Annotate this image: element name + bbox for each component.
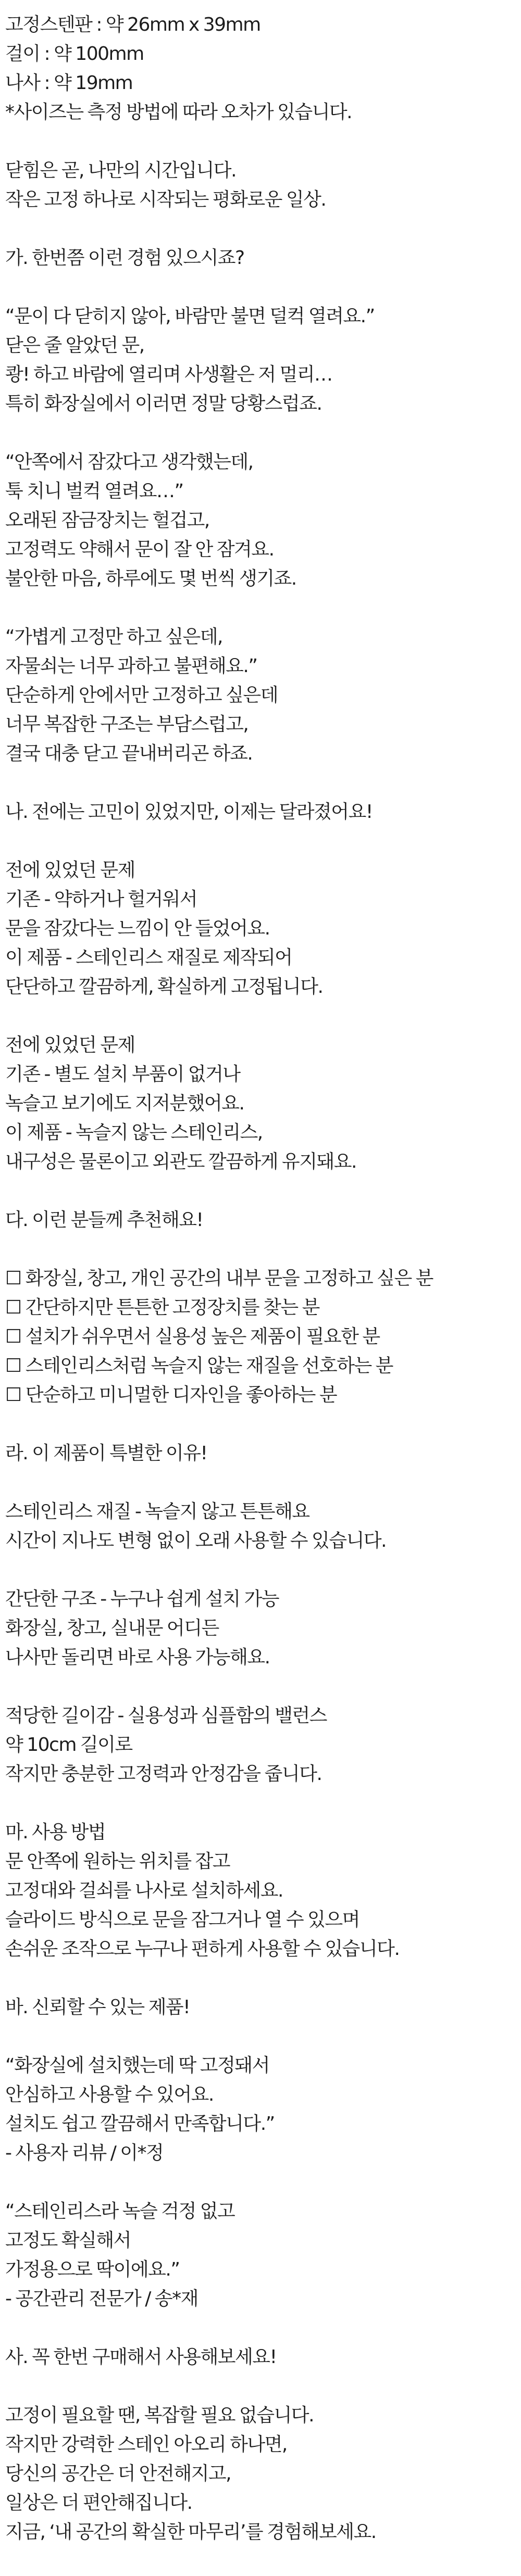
review-line: 설치도 쉽고 깔끔해서 만족합니다.” xyxy=(5,2113,275,2135)
review-author: - 사용자 리뷰 / 이*정 xyxy=(5,2142,164,2164)
recommendation-item: ☐ 화장실, 창고, 개인 공간의 내부 문을 고정하고 싶은 분 xyxy=(5,1268,433,1289)
comparison-line: 내구성은 물론이고 외관도 깔끔하게 유지돼요. xyxy=(5,1151,356,1172)
comparison-line: 기존 - 약하거나 헐거워서 xyxy=(5,889,197,910)
spec-hook-length: 걸이 : 약 100mm xyxy=(5,43,144,65)
intro-line: 닫힘은 곧, 나만의 시간입니다. xyxy=(5,160,237,181)
usage-line: 문 안쪽에 원하는 위치를 잡고 xyxy=(5,1851,230,1872)
quote-line: “가볍게 고정만 하고 싶은데, xyxy=(5,626,222,648)
feature-reason xyxy=(5,1497,516,1556)
recommendation-item: ☐ 간단하지만 튼튼한 고정장치를 찾는 분 xyxy=(5,1297,319,1318)
section-heading: 가. 한번쯤 이런 경험 있으시죠? xyxy=(5,247,244,269)
quote-line: 오래된 잠금장치는 헐겁고, xyxy=(5,510,209,531)
review-line: “화장실에 설치했는데 딱 고정돼서 xyxy=(5,2055,269,2076)
reason-line: 약 10cm 길이로 xyxy=(5,1734,132,1756)
intro-block xyxy=(5,156,516,214)
review-line: 가정용으로 딱이에요.” xyxy=(5,2259,180,2280)
quote-line: 결국 대충 닫고 끝내버리곤 하죠. xyxy=(5,743,253,764)
comparison-line: 이 제품 - 녹슬지 않는 스테인리스, xyxy=(5,1122,263,1143)
closing-line: 당신의 공간은 더 안전해지고, xyxy=(5,2463,231,2484)
recommendation-item: ☐ 설치가 쉬우면서 실용성 높은 제품이 필요한 분 xyxy=(5,1326,380,1347)
reason-line: 화장실, 창고, 실내문 어디든 xyxy=(5,1618,219,1639)
quote-line: 툭 치니 벌컥 열려요…” xyxy=(5,481,183,502)
reason-line: 나사만 돌리면 바로 사용 가능해요. xyxy=(5,1647,270,1668)
review-quote xyxy=(5,2051,516,2168)
reason-line: 시간이 지나도 변형 없이 오래 사용할 수 있습니다. xyxy=(5,1530,387,1551)
reason-line: 적당한 길이감 - 실용성과 심플함의 밸런스 xyxy=(5,1705,327,1726)
comparison-line: 기존 - 별도 설치 부품이 없거나 xyxy=(5,1064,240,1085)
recommendation-list xyxy=(5,1264,516,1410)
section-c-heading-block xyxy=(5,1206,516,1235)
quote-line: 고정력도 약해서 문이 잘 안 잠겨요. xyxy=(5,539,274,560)
reason-line: 간단한 구조 - 누구나 쉽게 설치 가능 xyxy=(5,1588,279,1610)
quote-line: 특히 화장실에서 이러면 정말 당황스럽죠. xyxy=(5,393,322,414)
closing-line: 고정이 필요할 땐, 복잡할 필요 없습니다. xyxy=(5,2405,314,2426)
section-f-heading-block xyxy=(5,1993,516,2022)
spec-screw-length: 나사 : 약 19mm xyxy=(5,72,133,94)
section-d-heading-block xyxy=(5,1439,516,1468)
quote-line: 쾅! 하고 바람에 열리며 사생활은 저 멀리… xyxy=(5,364,332,385)
closing-line: 지금, ‘내 공간의 확실한 마무리’를 경험해보세요. xyxy=(5,2521,376,2543)
section-heading: 나. 전에는 고민이 있었지만, 이제는 달라졌어요! xyxy=(5,801,373,823)
closing-line: 작지만 강력한 스테인 아오리 하나면, xyxy=(5,2434,287,2455)
review-author: - 공간관리 전문가 / 송*재 xyxy=(5,2288,198,2309)
recommendation-item: ☐ 단순하고 미니멀한 디자인을 좋아하는 분 xyxy=(5,1384,337,1406)
product-description xyxy=(5,10,516,2576)
reason-line: 작지만 충분한 고정력과 안정감을 줍니다. xyxy=(5,1763,322,1785)
quote-line: 단순하게 안에서만 고정하고 싶은데 xyxy=(5,685,278,706)
closing-message xyxy=(5,2401,516,2547)
quote-line: 너무 복잡한 구조는 부담스럽고, xyxy=(5,714,249,735)
section-g-heading-block xyxy=(5,2343,516,2372)
reason-line: 스테인리스 재질 - 녹슬지 않고 튼튼해요 xyxy=(5,1501,309,1522)
usage-line: 고정대와 걸쇠를 나사로 설치하세요. xyxy=(5,1880,283,1901)
section-heading: 바. 신뢰할 수 있는 제품! xyxy=(5,1997,190,2018)
review-line: 안심하고 사용할 수 있어요. xyxy=(5,2084,214,2105)
quote-line: “안쪽에서 잠갔다고 생각했는데, xyxy=(5,451,253,473)
problem-comparison xyxy=(5,856,516,1002)
section-heading: 사. 꼭 한번 구매해서 사용해보세요! xyxy=(5,2346,277,2368)
spec-block xyxy=(5,10,516,127)
experience-quote xyxy=(5,623,516,768)
review-line: “스테인리스라 녹슬 걱정 없고 xyxy=(5,2201,235,2222)
quote-line: 닫은 줄 알았던 문, xyxy=(5,335,144,356)
comparison-line: 전에 있었던 문제 xyxy=(5,860,135,881)
recommendation-item: ☐ 스테인리스처럼 녹슬지 않는 재질을 선호하는 분 xyxy=(5,1355,393,1377)
section-heading: 다. 이런 분들께 추천해요! xyxy=(5,1209,203,1231)
quote-line: “문이 다 닫히지 않아, 바람만 불면 덜컥 열려요.” xyxy=(5,306,375,327)
quote-line: 자물쇠는 너무 과하고 불편해요.” xyxy=(5,655,257,677)
section-heading: 마. 사용 방법 xyxy=(5,1822,106,1843)
feature-reason xyxy=(5,1585,516,1672)
spec-size-note: *사이즈는 측정 방법에 따라 오차가 있습니다. xyxy=(5,102,352,123)
comparison-line: 이 제품 - 스테인리스 재질로 제작되어 xyxy=(5,947,292,968)
review-line: 고정도 확실해서 xyxy=(5,2230,131,2251)
section-heading: 라. 이 제품이 특별한 이유! xyxy=(5,1443,207,1464)
comparison-line: 단단하고 깔끔하게, 확실하게 고정됩니다. xyxy=(5,976,323,997)
comparison-line: 문을 잠갔다는 느낌이 안 들었어요. xyxy=(5,918,270,939)
feature-reason xyxy=(5,1701,516,1789)
experience-quote xyxy=(5,448,516,594)
review-quote xyxy=(5,2197,516,2314)
usage-line: 슬라이드 방식으로 문을 잠그거나 열 수 있으며 xyxy=(5,1909,359,1930)
closing-line: 일상은 더 편안해집니다. xyxy=(5,2492,192,2514)
usage-line: 손쉬운 조작으로 누구나 편하게 사용할 수 있습니다. xyxy=(5,1938,400,1960)
comparison-line: 녹슬고 보기에도 지저분했어요. xyxy=(5,1093,244,1114)
experience-quote xyxy=(5,302,516,419)
section-b-heading-block xyxy=(5,798,516,827)
problem-comparison xyxy=(5,1031,516,1177)
comparison-line: 전에 있었던 문제 xyxy=(5,1034,135,1056)
section-a-heading-block xyxy=(5,244,516,273)
usage-instructions xyxy=(5,1818,516,1964)
quote-line: 불안한 마음, 하루에도 몇 번씩 생기죠. xyxy=(5,568,296,589)
spec-plate-size: 고정스텐판 : 약 26mm x 39mm xyxy=(5,14,260,35)
intro-line: 작은 고정 하나로 시작되는 평화로운 일상. xyxy=(5,189,326,210)
